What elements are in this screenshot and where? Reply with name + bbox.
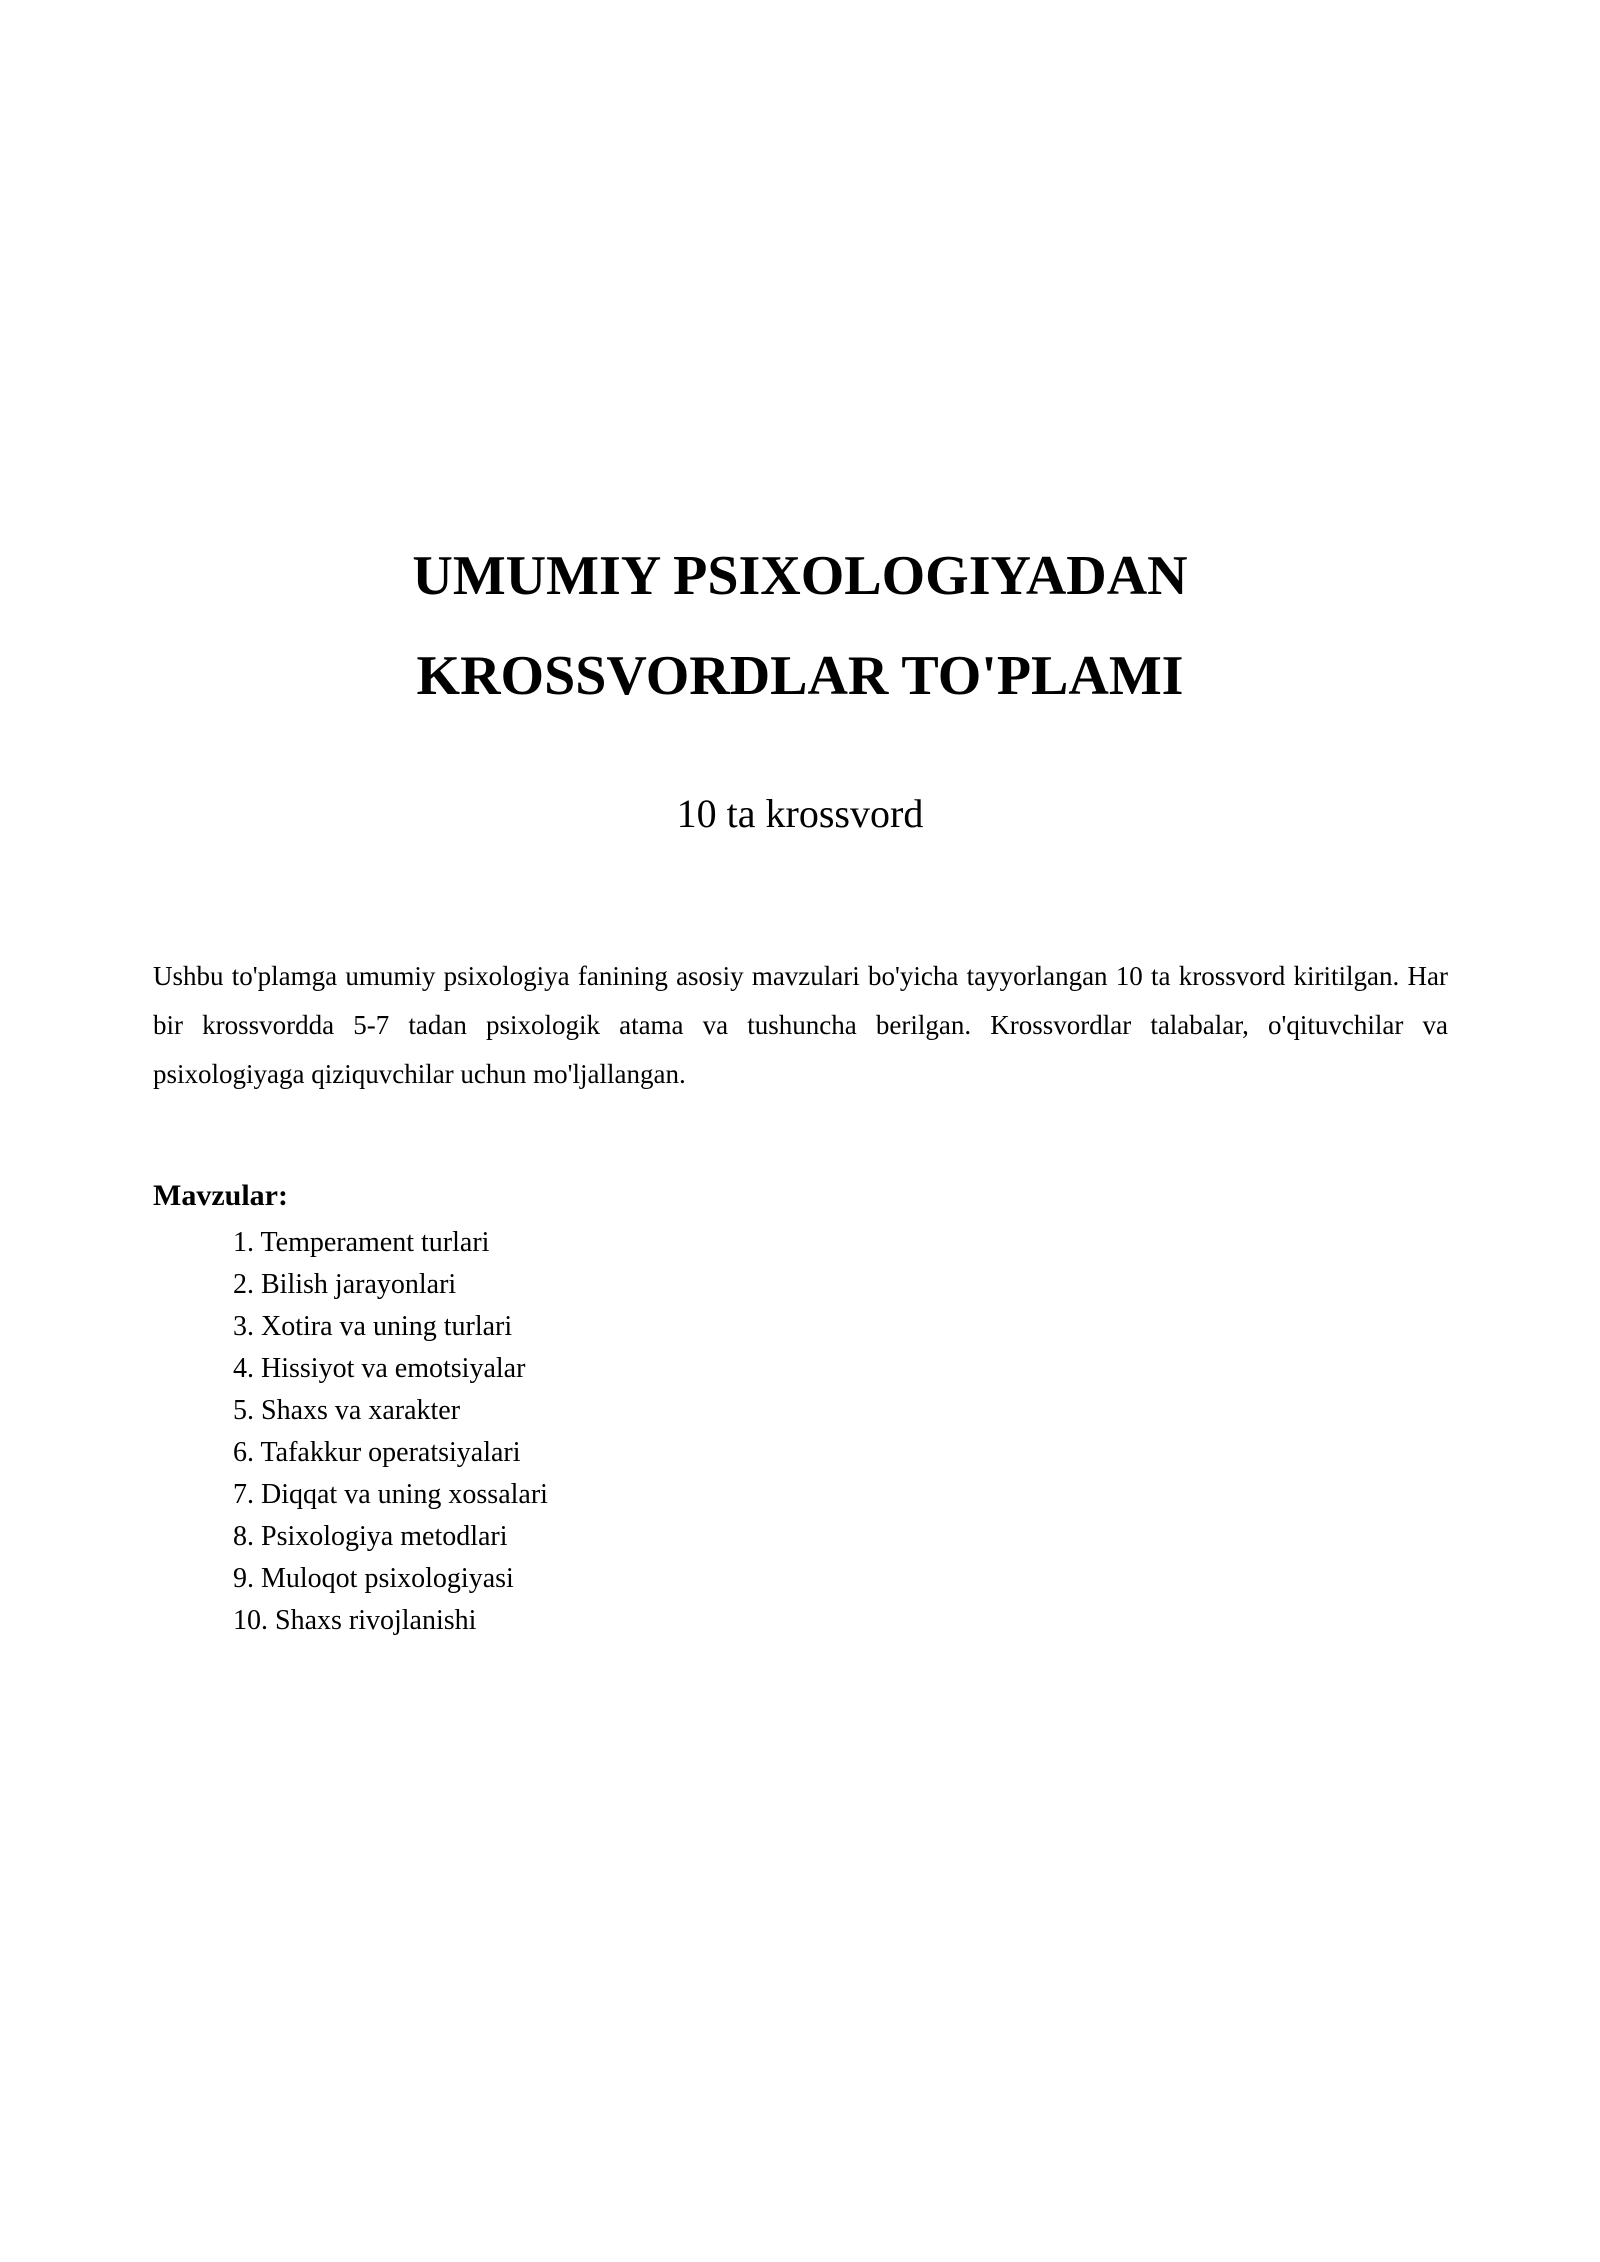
subtitle: 10 ta krossvord	[676, 791, 924, 836]
topic-item: 6. Tafakkur operatsiyalari	[233, 1437, 521, 1468]
topics-list	[233, 1222, 548, 1642]
topic-item: 2. Bilish jarayonlari	[233, 1269, 457, 1300]
topic-item: 4. Hissiyot va emotsiyalar	[233, 1353, 526, 1384]
topic-item: 8. Psixologiya metodlari	[233, 1521, 508, 1552]
topic-item: 5. Shaxs va xarakter	[233, 1395, 461, 1426]
topic-item: 7. Diqqat va uning xossalari	[233, 1479, 548, 1510]
topic-item: 1. Temperament turlari	[233, 1227, 490, 1258]
topic-item: 9. Muloqot psixologiyasi	[233, 1563, 514, 1594]
topic-item: 10. Shaxs rivojlanishi	[233, 1605, 477, 1636]
topics-heading: Mavzular:	[153, 1179, 288, 1212]
title-line-1: UMUMIY PSIXOLOGIYADAN	[412, 545, 1188, 607]
topic-item: 3. Xotira va uning turlari	[233, 1311, 513, 1342]
title-line-2: KROSSVORDLAR TO'PLAMI	[416, 645, 1184, 707]
intro-paragraph: Ushbu to'plamga umumiy psixologiya fanining asosiy mavzulari bo'yicha tayyorlangan 10 ta krossvord kiritilgan. Har bir krossvordda 5-7 tadan psixologik atama va tushuncha berilgan. Krossvordlar talabalar, o'qituvchilar va psixologiyaga qiziquvchilar uchun mo'ljallangan.	[153, 961, 1448, 1089]
